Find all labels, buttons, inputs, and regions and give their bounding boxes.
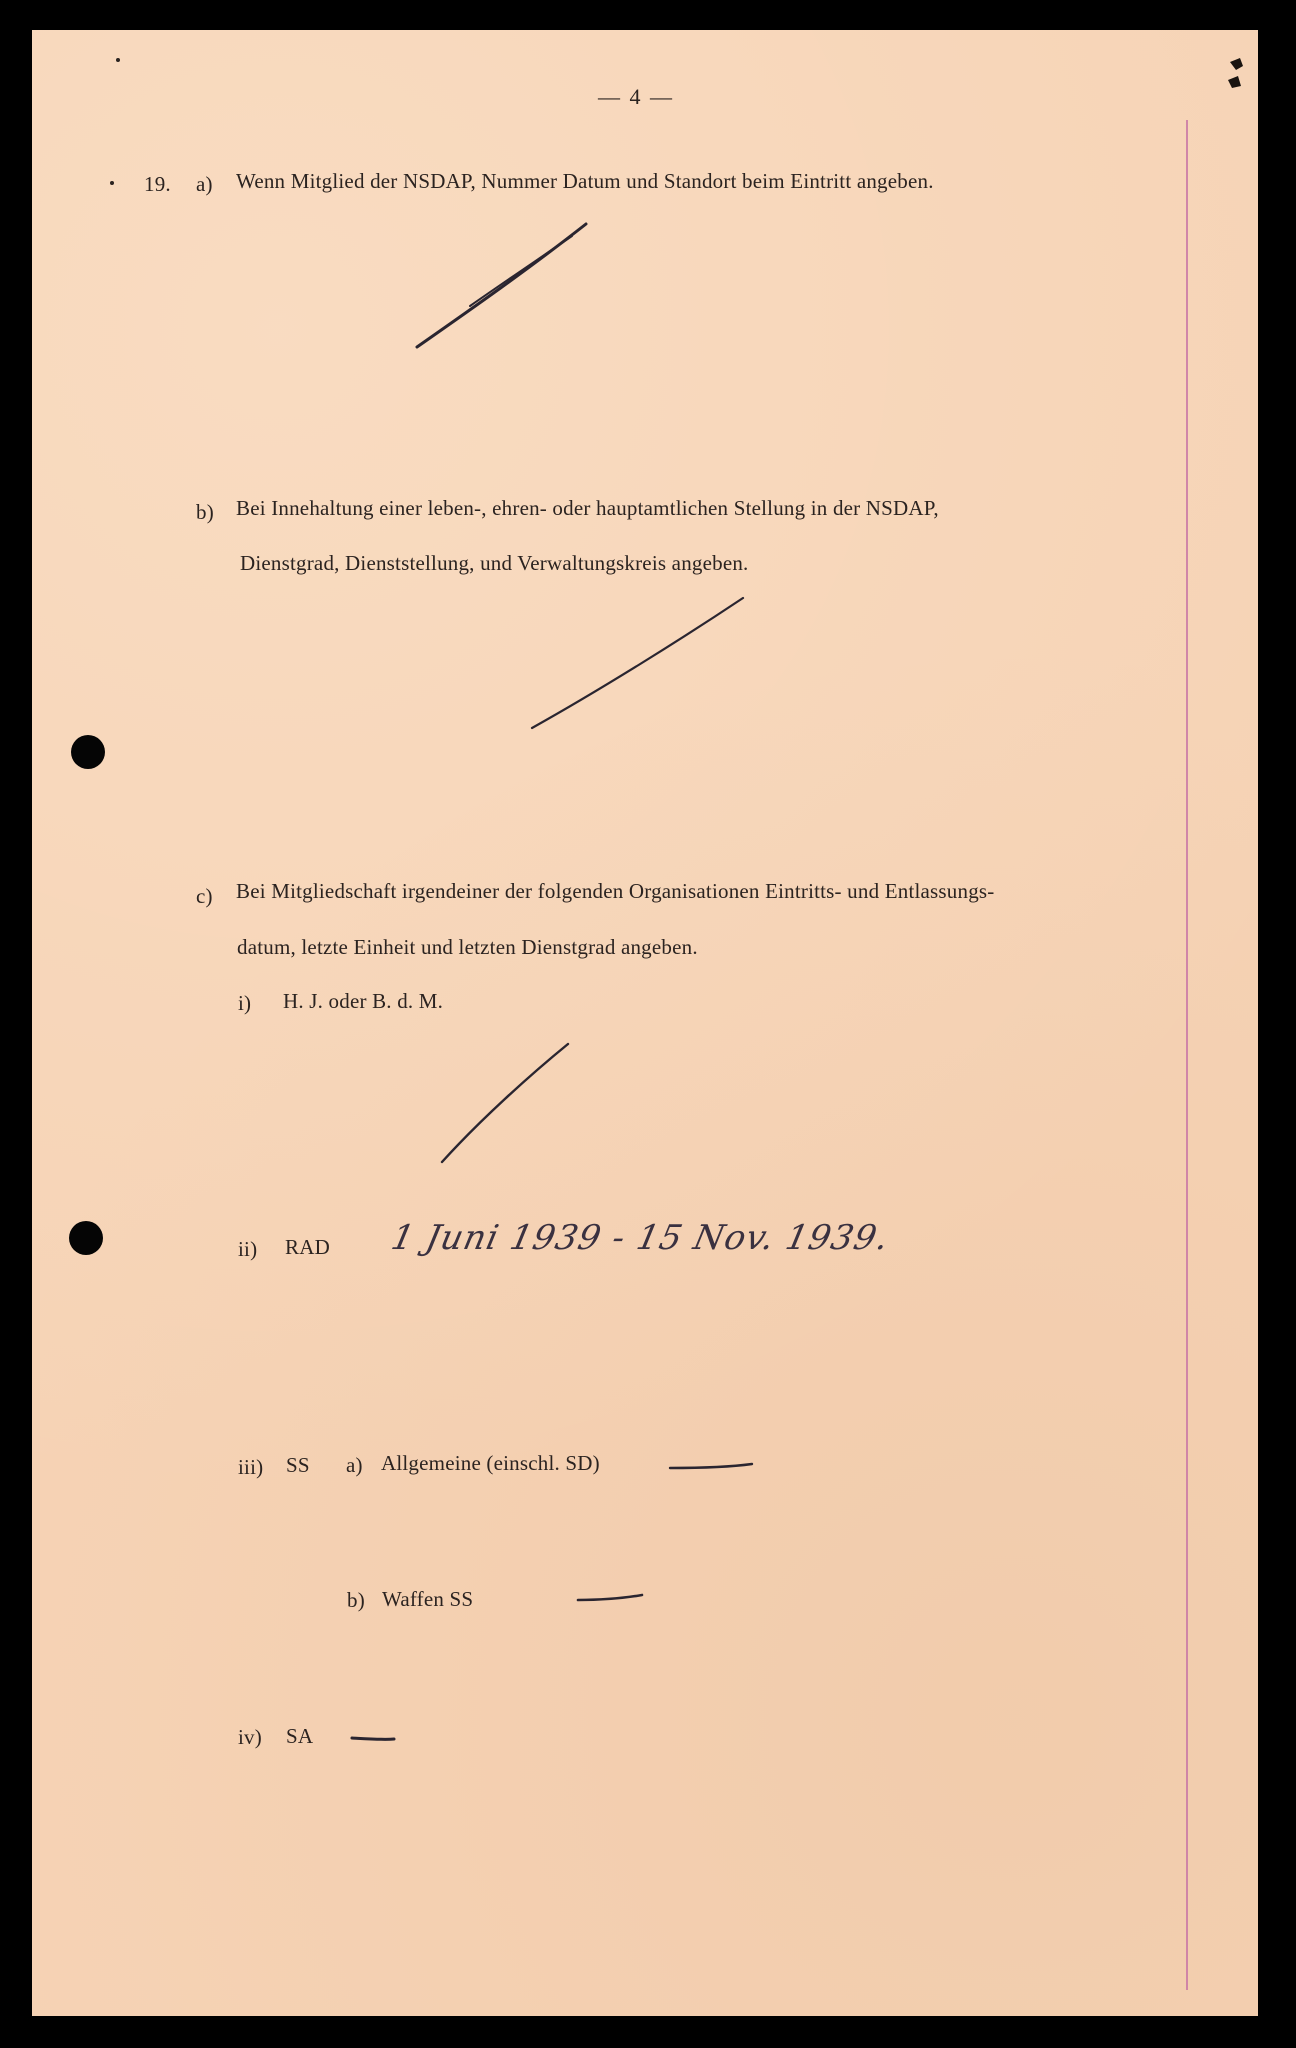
item-i-marker: i): [238, 991, 252, 1015]
item-ii-marker: ii): [238, 1237, 258, 1261]
question-c-line2: datum, letzte Einheit und letzten Dienstgrad angeben.: [237, 935, 698, 959]
item-i-label: H. J. oder B. d. M.: [283, 989, 444, 1013]
item-iii-label: SS: [286, 1453, 310, 1477]
question-c-line1: Bei Mitgliedschaft irgendeiner der folgenden Organisationen Eintritts- und Entlassungs-: [236, 879, 995, 903]
question-b-line1: Bei Innehaltung einer leben-, ehren- oder hauptamtlichen Stellung in der NSDAP,: [236, 496, 939, 520]
item-iii-b-label: Waffen SS: [382, 1587, 474, 1611]
punch-hole-upper: [71, 735, 105, 769]
question-a-text: Wenn Mitglied der NSDAP, Nummer Datum und Standort beim Eintritt angeben.: [236, 169, 934, 193]
question-b-line2: Dienstgrad, Dienststellung, und Verwaltungskreis angeben.: [240, 551, 749, 575]
form-page: [32, 30, 1258, 2016]
item-iii-marker: iii): [238, 1455, 264, 1479]
item-iii-a-marker: a): [346, 1453, 363, 1477]
item-iii-a-label: Allgemeine (einschl. SD): [381, 1451, 600, 1475]
speck: [116, 58, 120, 62]
item-ii-label: RAD: [285, 1235, 330, 1259]
rad-handwritten-dates: 1 Juni 1939 - 15 Nov. 1939.: [387, 1218, 893, 1258]
item-iv-label: SA: [286, 1724, 314, 1748]
punch-hole-lower: [69, 1221, 103, 1255]
page-number: — 4 —: [598, 84, 674, 109]
speck: [110, 181, 114, 185]
margin-rule: [1186, 120, 1188, 1990]
item-iii-b-marker: b): [347, 1588, 365, 1612]
question-a-marker: a): [196, 172, 213, 196]
question-b-marker: b): [196, 500, 214, 524]
question-c-marker: c): [196, 884, 213, 908]
question-number: 19.: [144, 172, 171, 196]
item-iv-marker: iv): [238, 1725, 262, 1749]
